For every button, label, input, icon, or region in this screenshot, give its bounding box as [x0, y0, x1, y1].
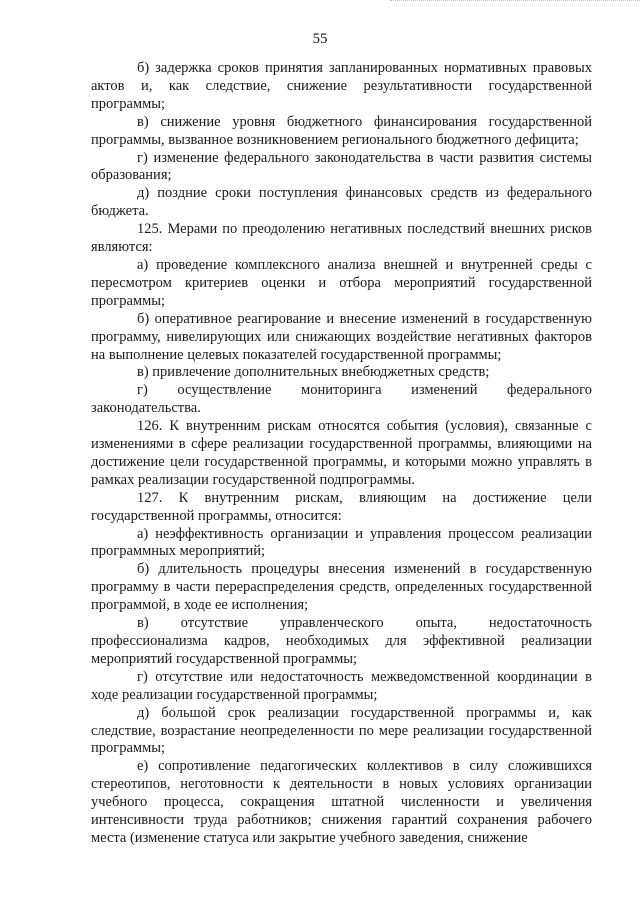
paragraph: д) поздние сроки поступления финансовых средств из федерального бюджета.: [91, 185, 592, 220]
paragraph: б) оперативное реагирование и внесение изменений в государственную программу, нивелирующих или снижающих воздействие негативных факторов на выполнение целевых показателей государственной программы;: [91, 310, 592, 363]
paragraph: б) задержка сроков принятия запланированных нормативных правовых актов и, как следствие, снижение результативности государственной программы;: [91, 60, 592, 112]
paragraph: в) снижение уровня бюджетного финансирования государственной программы, вызванное возникновением регионального бюджетного дефицита;: [91, 113, 592, 148]
paragraph: а) проведение комплексного анализа внешней и внутренней среды с пересмотром критериев оценки и отбора мероприятий государственной программы;: [91, 256, 592, 309]
paragraph: 127. К внутренним рискам, влияющим на достижение цели государственной программы, относится:: [91, 489, 592, 524]
paragraph: а) неэффективность организации и управления процессом реализации программных мероприятий;: [91, 525, 592, 560]
scan-edge-mark: [390, 0, 640, 5]
paragraph: в) привлечение дополнительных внебюджетных средств;: [137, 364, 490, 381]
paragraph: д) большой срок реализации государственной программы и, как следствие, возрастание неопределенности по мере реализации государственной программы;: [91, 704, 592, 757]
page-number: 55: [312, 31, 328, 47]
paragraph: г) изменение федерального законодательства в части развития системы образования;: [91, 149, 592, 184]
paragraph: 126. К внутренним рискам относятся события (условия), связанные с изменениями в сфере реализации государственной программы, влияющими на достижение цели государственной программы, и которыми можно управлять в рамках реализации государственной подпрограммы.: [91, 418, 592, 488]
document-body: [91, 60, 592, 848]
paragraph: б) длительность процедуры внесения изменений в государственную программу в части перераспределения средств, определенных государственной программой, в ходе ее исполнения;: [91, 561, 592, 614]
paragraph: 125. Мерами по преодолению негативных последствий внешних рисков являются:: [91, 221, 592, 256]
paragraph: в) отсутствие управленческого опыта, недостаточность профессионализма кадров, необходимых для эффективной реализации мероприятий государственной программы;: [91, 615, 592, 667]
paragraph: г) отсутствие или недостаточность межведомственной координации в ходе реализации государственной программы;: [91, 668, 592, 703]
paragraph: е) сопротивление педагогических коллективов в силу сложившихся стереотипов, неготовности к деятельности в новых условиях организации учебного процесса, сокращения штатной численности и увеличения интенсивности труда работников; снижения гарантий сохранения рабочего места (изменение статуса или закрытие учебного заведения, снижение: [91, 758, 592, 846]
paragraph: г) осуществление мониторинга изменений федерального законодательства.: [91, 382, 592, 417]
